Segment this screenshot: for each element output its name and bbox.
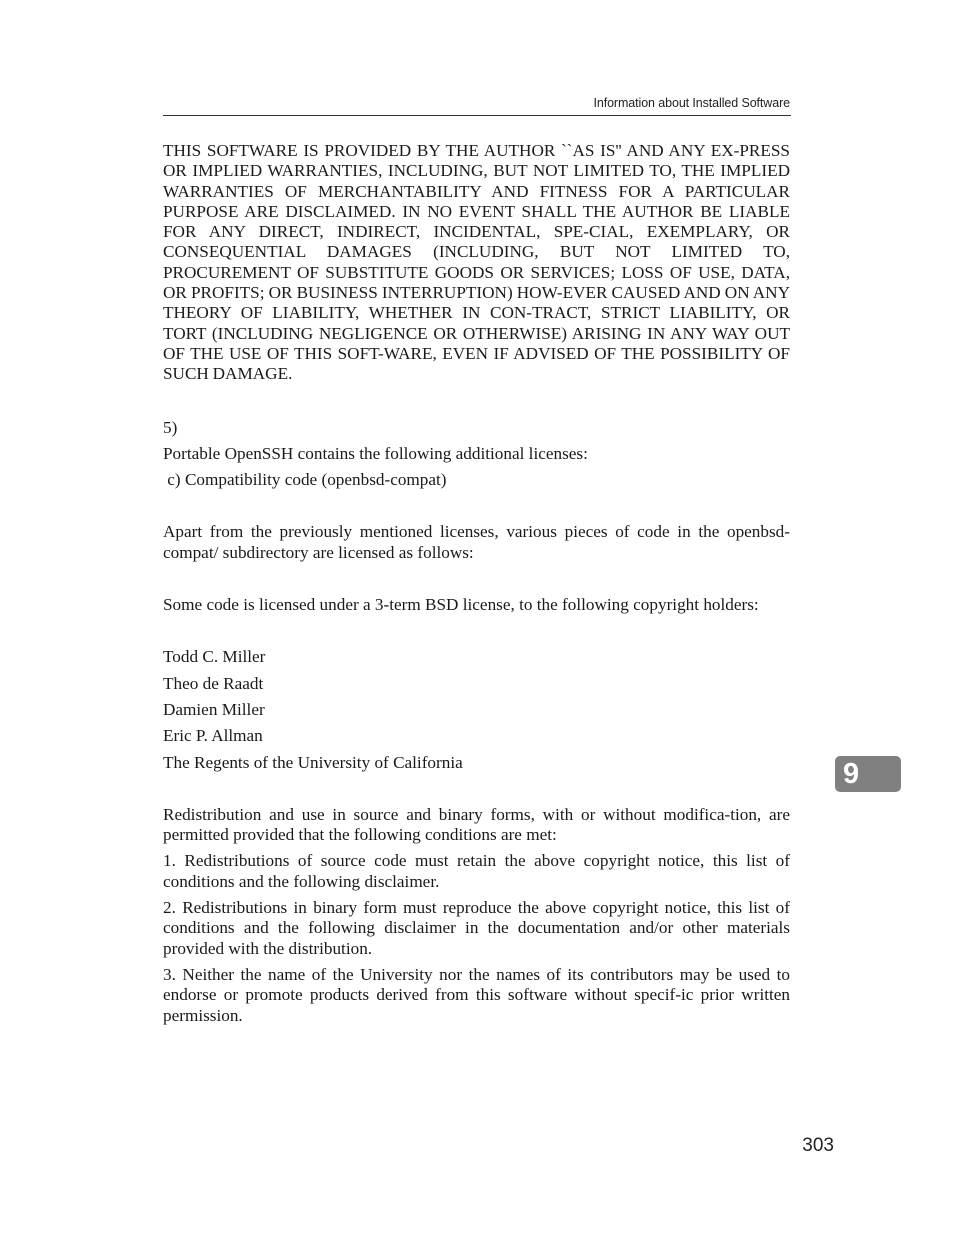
holder-item: Todd C. Miller (163, 647, 266, 667)
holder-item: Damien Miller (163, 699, 265, 719)
subsection-heading: c) Compatibility code (openbsd-compat) (163, 470, 447, 490)
condition-item: 2. Redistributions in binary form must reproduce the above copyright notice, this list of conditions and the following disclaimer in the documentation and/or other materials provided with the distribution. (163, 898, 790, 958)
page-number: 303 (802, 1135, 834, 1156)
intro-line: Portable OpenSSH contains the following additional licenses: (163, 443, 588, 463)
chapter-tab (835, 756, 901, 792)
copyright-holders-list (163, 647, 790, 772)
some-code-paragraph: Some code is licensed under a 3-term BSD license, to the following copyright holders: (163, 595, 759, 615)
section-number: 5) (163, 417, 178, 437)
apart-paragraph: Apart from the previously mentioned licenses, various pieces of code in the openbsd-compat/ subdirectory are licensed as follows: (163, 522, 790, 562)
holder-item: The Regents of the University of California (163, 752, 463, 772)
holder-item: Theo de Raadt (163, 673, 264, 693)
disclaimer-paragraph: THIS SOFTWARE IS PROVIDED BY THE AUTHOR ``AS IS'' AND ANY EX-PRESS OR IMPLIED WARRANTIES, INCLUDING, BUT NOT LIMITED TO, THE IMPLIED WARRANTIES OF MERCHANTABILITY AND FITNESS FOR A PARTICULAR PURPOSE ARE DISCLAIMED. IN NO EVENT SHALL THE AUTHOR BE LIABLE FOR ANY DIRECT, INDIRECT, INCIDENTAL, SPE-CIAL, EXEMPLARY, OR CONSEQUENTIAL DAMAGES (INCLUDING, BUT NOT LIMITED TO, PROCUREMENT OF SUBSTITUTE GOODS OR SERVICES; LOSS OF USE, DATA, OR PROFITS; OR BUSINESS INTERRUPTION) HOW-EVER CAUSED AND ON ANY THEORY OF LIABILITY, WHETHER IN CON-TRACT, STRICT LIABILITY, OR TORT (INCLUDING NEGLIGENCE OR OTHERWISE) ARISING IN ANY WAY OUT OF THE USE OF THIS SOFT-WARE, EVEN IF ADVISED OF THE POSSIBILITY OF SUCH DAMAGE. (163, 141, 790, 384)
page-header-title: Information about Installed Software (593, 96, 790, 110)
holder-item: Eric P. Allman (163, 726, 263, 746)
condition-item: 3. Neither the name of the University nor the names of its contributors may be used to endorse or promote products derived from this software without specif-ic prior written permission. (163, 964, 790, 1025)
chapter-tab-number: 9 (843, 758, 860, 790)
condition-item: 1. Redistributions of source code must retain the above copyright notice, this list of conditions and the following disclaimer. (163, 851, 790, 891)
redistribution-intro: Redistribution and use in source and binary forms, with or without modifica-tion, are permitted provided that the following conditions are met: (163, 804, 790, 845)
header-rule (163, 115, 791, 116)
page-content (163, 141, 790, 1026)
